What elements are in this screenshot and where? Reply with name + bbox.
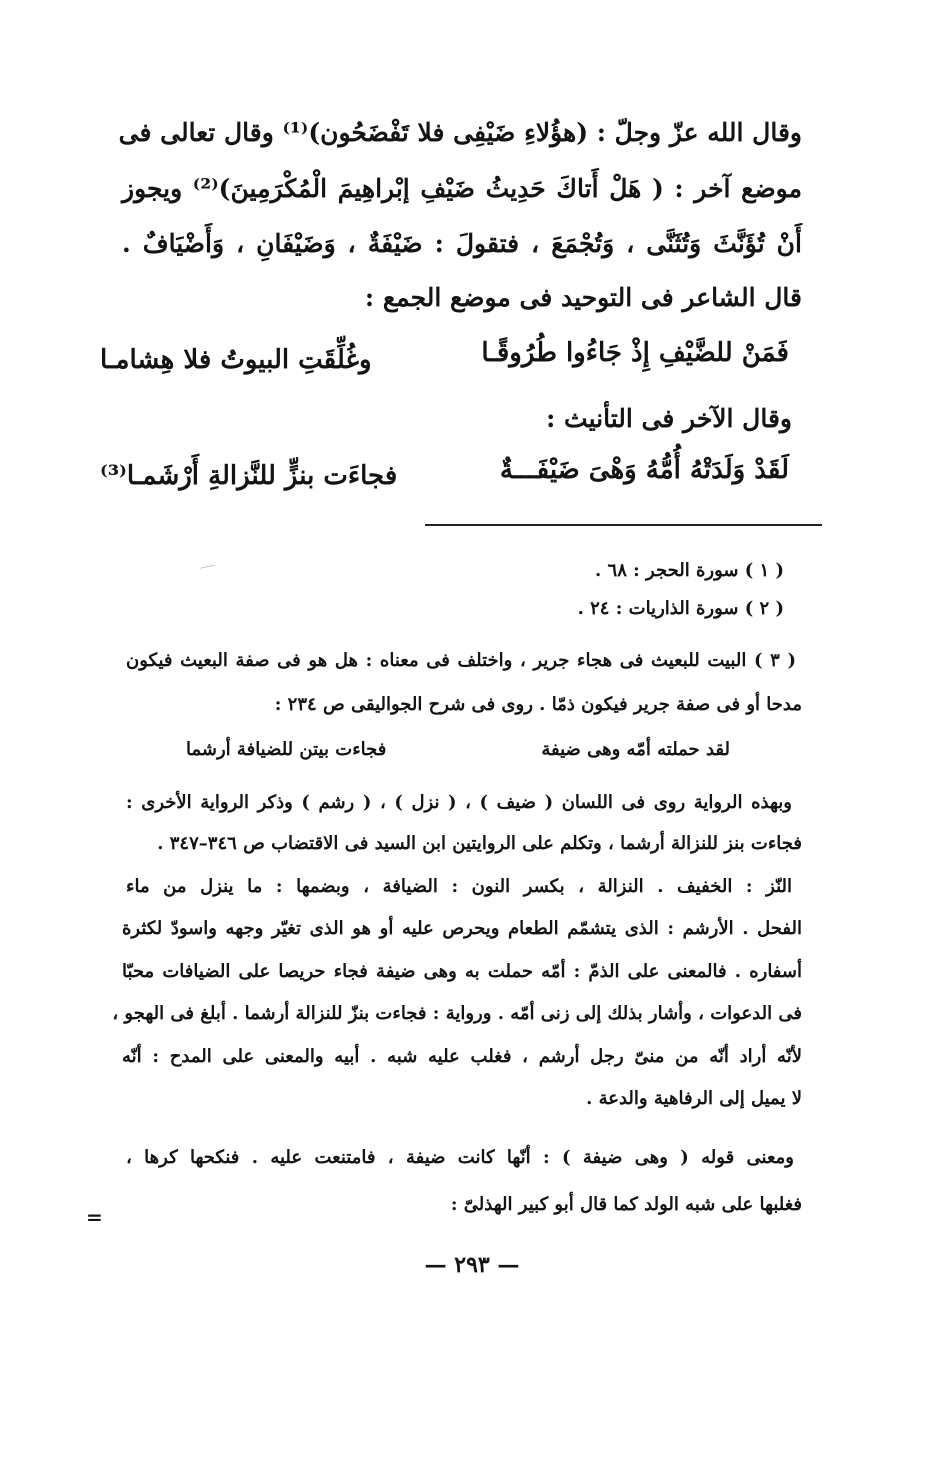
main-text-line-1: وقال الله عزّ وجلّ : (هؤُلاءِ ضَيْفِى فلا تَفْضَحُون)⁽¹⁾ وقال تعالى فى bbox=[118, 118, 802, 147]
verse-2-second-hemistich: فجاءَت بنزٍّ للنَّزالةِ أَرْشَمـا⁽³⁾ bbox=[100, 461, 398, 491]
footnote-para-2-line-6: لا يميل إلى الرفاهية والدعة . bbox=[586, 1088, 802, 1109]
footnote-3-line-2: مدحا أو فى صفة جرير فيكون ذمّا . روى فى شرح الجواليقى ص ٢٣٤ : bbox=[274, 694, 802, 715]
main-text-line-3: أَنْ تُؤَنَّثَ وَتُثَنَّى ، وَتُجْمَعَ ، فتقولَ : ضَيْفَةٌ ، وَضَيْفَانِ ، وَأَضْيَافٌ . bbox=[122, 229, 802, 258]
verse-2-first-hemistich: لَقَدْ وَلَدَتْهُ أُمُّهُ وَهْىَ ضَيْفَـــةٌ bbox=[499, 455, 789, 485]
footnote-para-1-line-2: فجاءت بنز للنزالة أرشما ، وتكلم على الروايتين ابن السيد فى الاقتضاب ص ٣٤٦–٣٤٧ . bbox=[157, 833, 802, 854]
verse-1-first-hemistich: فَمَنْ للضَّيْفِ إِذْ جَاءُوا طُرُوقًـا bbox=[481, 338, 789, 368]
main-text-line-4: قال الشاعر فى التوحيد فى موضع الجمع : bbox=[364, 283, 802, 312]
footnote-1: ( ١ ) سورة الحجر : ٦٨ . bbox=[594, 560, 784, 581]
footnote-3-line-1: ( ٣ ) البيت للبعيث فى هجاء جرير ، واختلف فى معناه : هل هو فى صفة البعيث فيكون bbox=[126, 650, 796, 671]
footnote-para-2-line-3: أسفاره . فالمعنى على الذمّ : أمّه حملت به وهى ضيفة فجاء حريصا على الضيافات محبّا bbox=[122, 961, 802, 982]
footnote-para-2-line-4: فى الدعوات ، وأشار بذلك إلى زنى أمّه . ورواية : فجاءت بنزّ للنزالة أرشما . أبلغ فى الهجو ، bbox=[112, 1003, 802, 1024]
footnote-para-3-line-2: فغلبها على شبه الولد كما قال أبو كبير الهذلىّ : bbox=[450, 1194, 802, 1215]
verse-1-second-hemistich: وغُلِّقَتِ البيوتُ فلا هِشامـا bbox=[100, 345, 372, 375]
footnote-2: ( ٢ ) سورة الذاريات : ٢٤ . bbox=[577, 598, 784, 619]
main-text-line-5: وقال الآخر فى التأنيث : bbox=[546, 404, 792, 433]
footnote-verse-first-hemistich: لقد حملته أمّه وهى ضيفة bbox=[541, 739, 730, 760]
footnote-para-1-line-1: وبهذه الرواية روى فى اللسان ( ضيف ) ، ( نزل ) ، ( رشم ) وذكر الرواية الأخرى : bbox=[126, 792, 792, 813]
footnote-divider bbox=[425, 524, 822, 526]
continuation-mark: = bbox=[86, 1205, 103, 1229]
footnote-para-3-line-1: ومعنى قوله ( وهى ضيفة ) : أنّها كانت ضيفة ، فامتنعت عليه . فنكحها كرها ، bbox=[126, 1147, 794, 1168]
footnote-para-2-line-1: النّز : الخفيف . النزالة ، بكسر النون : الضيافة ، وبضمها : ما ينزل من ماء bbox=[126, 876, 792, 897]
footnote-para-2-line-5: لأنّه أراد أنّه من منىّ رجل أرشم ، فغلب عليه شبه . أبيه والمعنى على المدح : أنّه bbox=[122, 1046, 802, 1067]
footnote-verse-second-hemistich: فجاءت بيتن للضيافة أرشما bbox=[186, 739, 387, 760]
footnote-para-2-line-2: الفحل . الأرشم : الذى يتشمّم الطعام ويحرص عليه أو هو الذى تغيّر وجهه واسودّ لكثرة bbox=[122, 918, 802, 939]
main-text-line-2: موضع آخر : ( هَلْ أَتاكَ حَدِيثُ ضَيْفِ إبْراهِيمَ الْمُكْرَمِينَ)⁽²⁾ ويجوز bbox=[122, 174, 802, 203]
page-number: — ٢٩٣ — bbox=[424, 1252, 520, 1278]
